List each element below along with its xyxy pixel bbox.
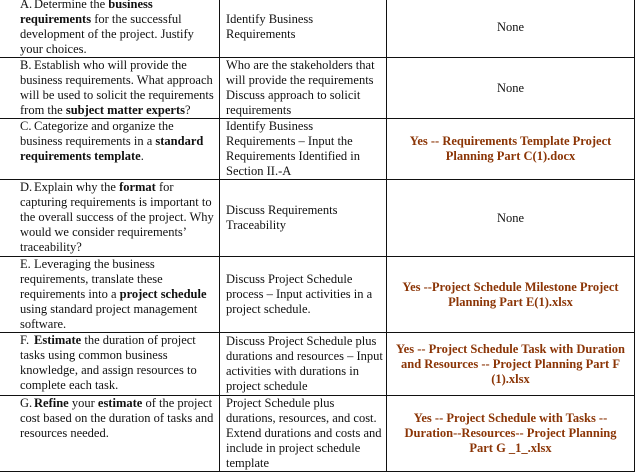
- task-text-bold: Refine: [34, 396, 69, 410]
- task-text: ?: [185, 103, 191, 117]
- topic-cell: Identify Business Requirements: [220, 0, 387, 58]
- task-text: for capturing requirements is important to the overall success of the project. Why would we consider requirements’ traceability?: [20, 180, 214, 254]
- task-text: the duration of project tasks using common business knowledge, and assign resources to complete each task.: [20, 333, 197, 392]
- deliverable-cell: Yes --Project Schedule Milestone Project Planning Part E(1).xlsx: [387, 257, 635, 333]
- task-text: .: [140, 149, 144, 163]
- deliverable-cell: Yes -- Project Schedule with Tasks -- Duration--Resources-- Project Planning Part G _1_.xlsx: [387, 396, 635, 472]
- task-cell: [0, 119, 220, 180]
- task-text-bold: format: [119, 180, 156, 194]
- task-text: your: [68, 396, 98, 410]
- deliverable-cell: None: [387, 0, 635, 58]
- task-cell: [0, 257, 220, 333]
- task-label: F.: [20, 333, 30, 347]
- task-cell: [0, 396, 220, 472]
- task-text-bold: business requirements: [20, 0, 153, 26]
- task-text: for the successful development of the project. Justify your choices.: [20, 12, 194, 56]
- task-label: E.: [20, 257, 31, 271]
- table-row: [0, 119, 635, 180]
- task-cell: [0, 180, 220, 257]
- task-text-bold: standard requirements template: [20, 134, 204, 163]
- table-row: [0, 333, 635, 396]
- topic-cell: Discuss Requirements Traceability: [220, 180, 387, 257]
- deliverable-cell: Yes -- Requirements Template Project Planning Part C(1).docx: [387, 119, 635, 180]
- topic-cell: Who are the stakeholders that will provide the requirements Discuss approach to solicit requirements: [220, 58, 387, 119]
- task-text: Leveraging the business requirements, translate these requirements into a: [20, 257, 163, 301]
- table-row: [0, 180, 635, 257]
- topic-cell: Project Schedule plus durations, resources, and cost. Extend durations and costs and include in project schedule template: [220, 396, 387, 472]
- task-label: B.: [20, 58, 32, 72]
- task-text: Explain why the: [34, 180, 120, 194]
- task-text-bold: subject matter experts: [65, 103, 185, 117]
- task-text: of the project cost based on the duration of tasks and resources needed.: [20, 396, 214, 440]
- deliverable-cell: None: [387, 180, 635, 257]
- table-row: [0, 0, 635, 58]
- deliverable-cell: Yes -- Project Schedule Task with Duration and Resources -- Project Planning Part F (1).xlsx: [387, 333, 635, 396]
- task-text-bold: project schedule: [119, 287, 207, 301]
- task-label: G.: [20, 396, 33, 410]
- task-text-bold: estimate: [97, 396, 143, 410]
- task-text: Determine the: [34, 0, 109, 11]
- table-row: [0, 58, 635, 119]
- deliverable-cell: None: [387, 58, 635, 119]
- task-label: D.: [20, 180, 33, 194]
- task-text-bold: Estimate: [34, 333, 82, 347]
- task-text: using standard project management software.: [20, 302, 198, 331]
- task-cell: [0, 0, 220, 58]
- topic-cell: Identify Business Requirements – Input the Requirements Identified in Section II.-A: [220, 119, 387, 180]
- table-row: [0, 396, 635, 472]
- task-label: A.: [20, 0, 33, 11]
- task-text: Establish who will provide the business requirements. What approach will be used to solicit the requirements from the: [20, 58, 214, 117]
- task-cell: [0, 58, 220, 119]
- topic-cell: Discuss Project Schedule plus durations and resources – Input activities with durations in project schedule: [220, 333, 387, 396]
- task-cell: [0, 333, 220, 396]
- topic-cell: Discuss Project Schedule process – Input activities in a project schedule.: [220, 257, 387, 333]
- task-text: Categorize and organize the business requirements in a: [20, 119, 174, 148]
- task-label: C.: [20, 119, 32, 133]
- table-row: [0, 257, 635, 333]
